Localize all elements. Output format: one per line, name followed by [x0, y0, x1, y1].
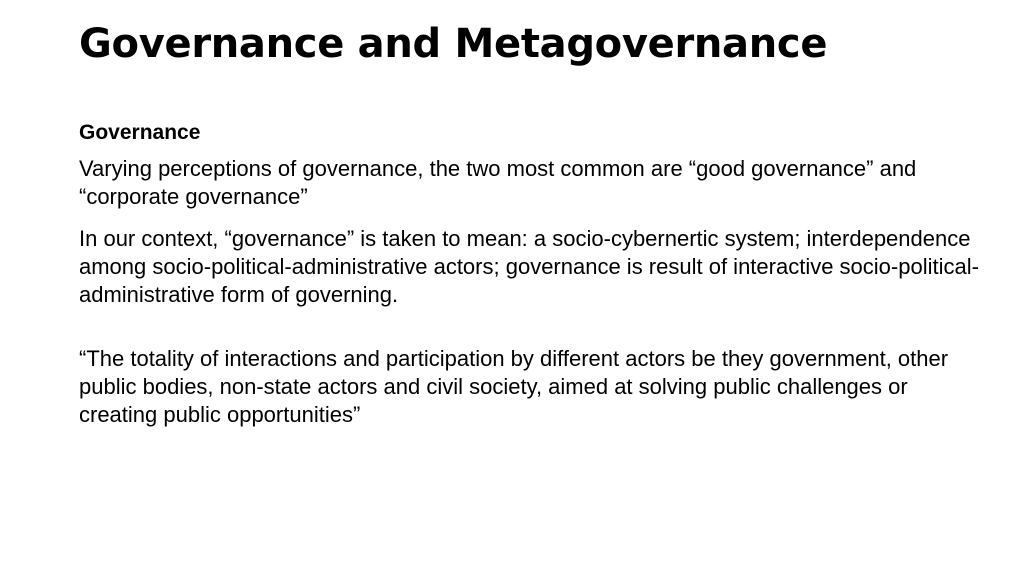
slide-body — [79, 117, 979, 429]
subheading: Governance — [79, 121, 201, 144]
paragraph-perceptions: Varying perceptions of governance, the two most common are “good governance” and “corporate governance” — [79, 156, 917, 209]
paragraph-quote: “The totality of interactions and participation by different actors be they government, other public bodies, non-state actors and civil society, aimed at solving public challenges or creating public opportunities” — [79, 346, 949, 427]
slide-title: Governance and Metagovernance — [79, 21, 828, 67]
paragraph-context-definition: In our context, “governance” is taken to mean: a socio-cybernertic system; interdependence among socio-political-administrative actors; governance is result of interactive socio-political-administrative form of governing. — [79, 226, 979, 307]
